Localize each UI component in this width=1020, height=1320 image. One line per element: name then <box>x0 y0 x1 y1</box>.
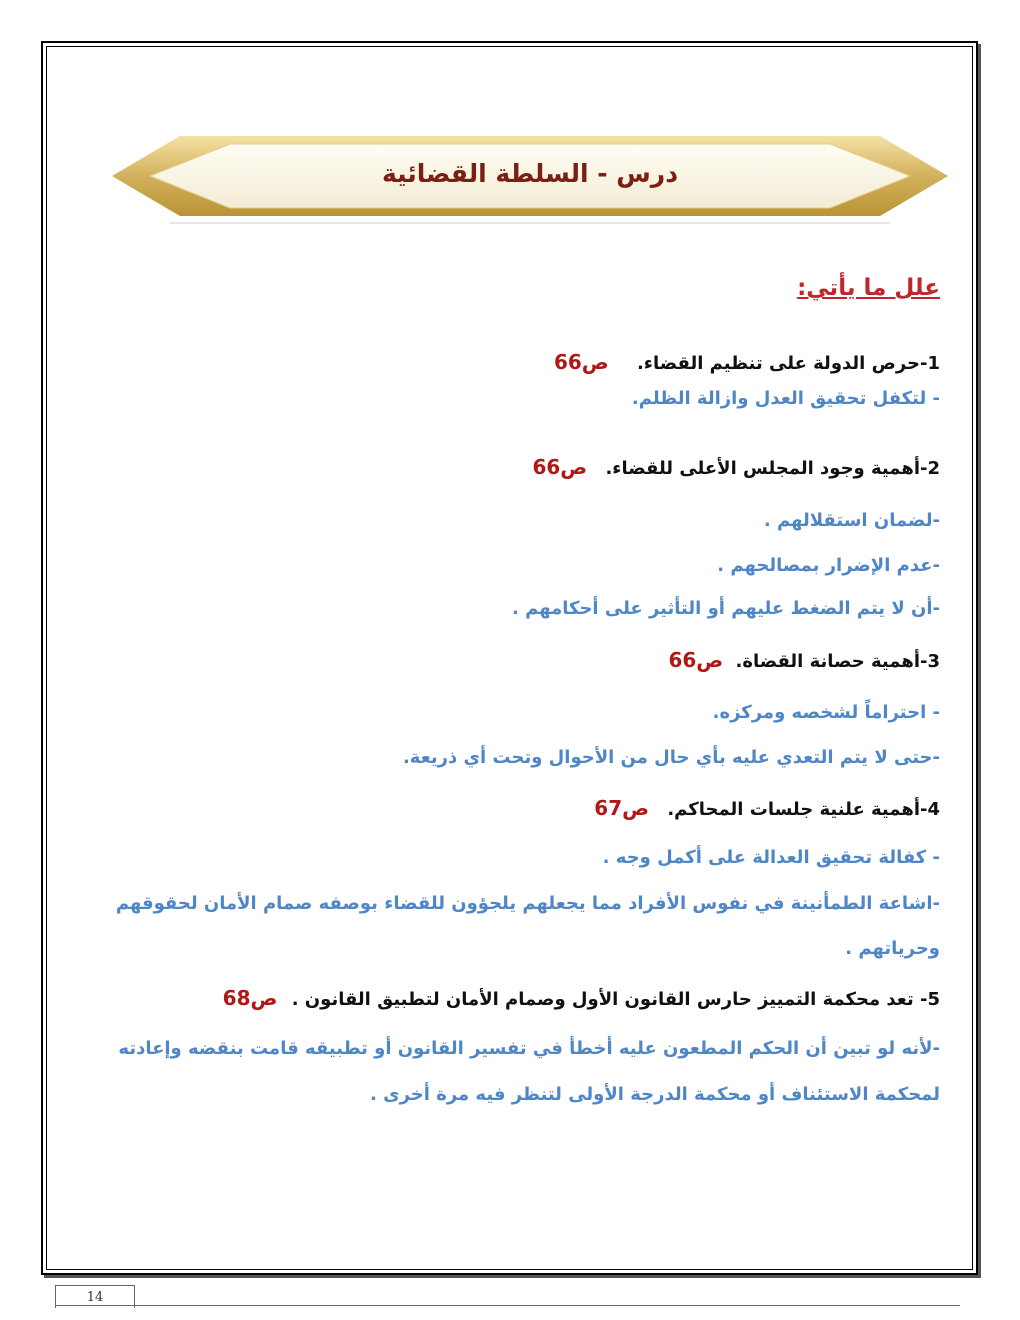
answer-4-line-1: - كفالة تحقيق العدالة على أكمل وجه . <box>602 847 940 868</box>
answer-3-line-2: -حتى لا يتم التعدي عليه بأي حال من الأحوال وتحت أي ذريعة. <box>402 747 940 768</box>
answer-3-line-1: - احتراماً لشخصه ومركزه. <box>712 702 940 723</box>
question-2 <box>130 455 940 479</box>
question-4 <box>130 796 940 820</box>
page-number: 14 <box>55 1285 135 1308</box>
question-2-text: 2-أهمية وجود المجلس الأعلى للقضاء. <box>605 458 940 479</box>
question-5-text: 5- تعد محكمة التمييز حارس القانون الأول وصمام الأمان لتطبيق القانون . <box>291 989 940 1010</box>
question-4-ref: ص67 <box>594 796 650 820</box>
question-1 <box>130 350 940 374</box>
answer-2-line-1: -لضمان استقلالهم . <box>763 510 940 531</box>
answer-2-line-2: -عدم الإضرار بمصالحهم . <box>717 555 940 576</box>
question-4-text: 4-أهمية علنية جلسات المحاكم. <box>667 799 940 820</box>
section-heading: علل ما يأتي: <box>797 275 940 301</box>
question-5-ref: ص68 <box>222 986 278 1010</box>
answer-4-line-2: -اشاعة الطمأنينة في نفوس الأفراد مما يجعلهم يلجؤون للقضاء بوصفه صمام الأمان لحقوقهم <box>115 893 940 914</box>
answer-2-line-3: -أن لا يتم الضغط عليهم أو التأثير على أحكامهم . <box>511 598 940 619</box>
question-1-text: 1-حرص الدولة على تنظيم القضاء. <box>636 353 940 374</box>
question-2-ref: ص66 <box>532 455 588 479</box>
footer-rule <box>55 1305 960 1306</box>
question-3-text: 3-أهمية حصانة القضاة. <box>735 651 940 672</box>
question-5 <box>130 986 940 1010</box>
question-3 <box>130 648 940 672</box>
question-1-ref: ص66 <box>553 350 609 374</box>
content-area <box>115 0 940 1250</box>
answer-5-line-2: لمحكمة الاستئناف أو محكمة الدرجة الأولى لتنظر فيه مرة أخرى . <box>369 1084 940 1105</box>
answer-4-line-3: وحرياتهم . <box>845 938 940 959</box>
question-3-ref: ص66 <box>668 648 724 672</box>
answer-1-line-1: - لتكفل تحقيق العدل وازالة الظلم. <box>631 388 940 409</box>
answer-5-line-1: -لأنه لو تبين أن الحكم المطعون عليه أخطأ في تفسير القانون أو تطبيقه قامت بنقضه وإعادته <box>118 1038 940 1059</box>
lesson-title: درس - السلطة القضائية <box>381 158 679 188</box>
